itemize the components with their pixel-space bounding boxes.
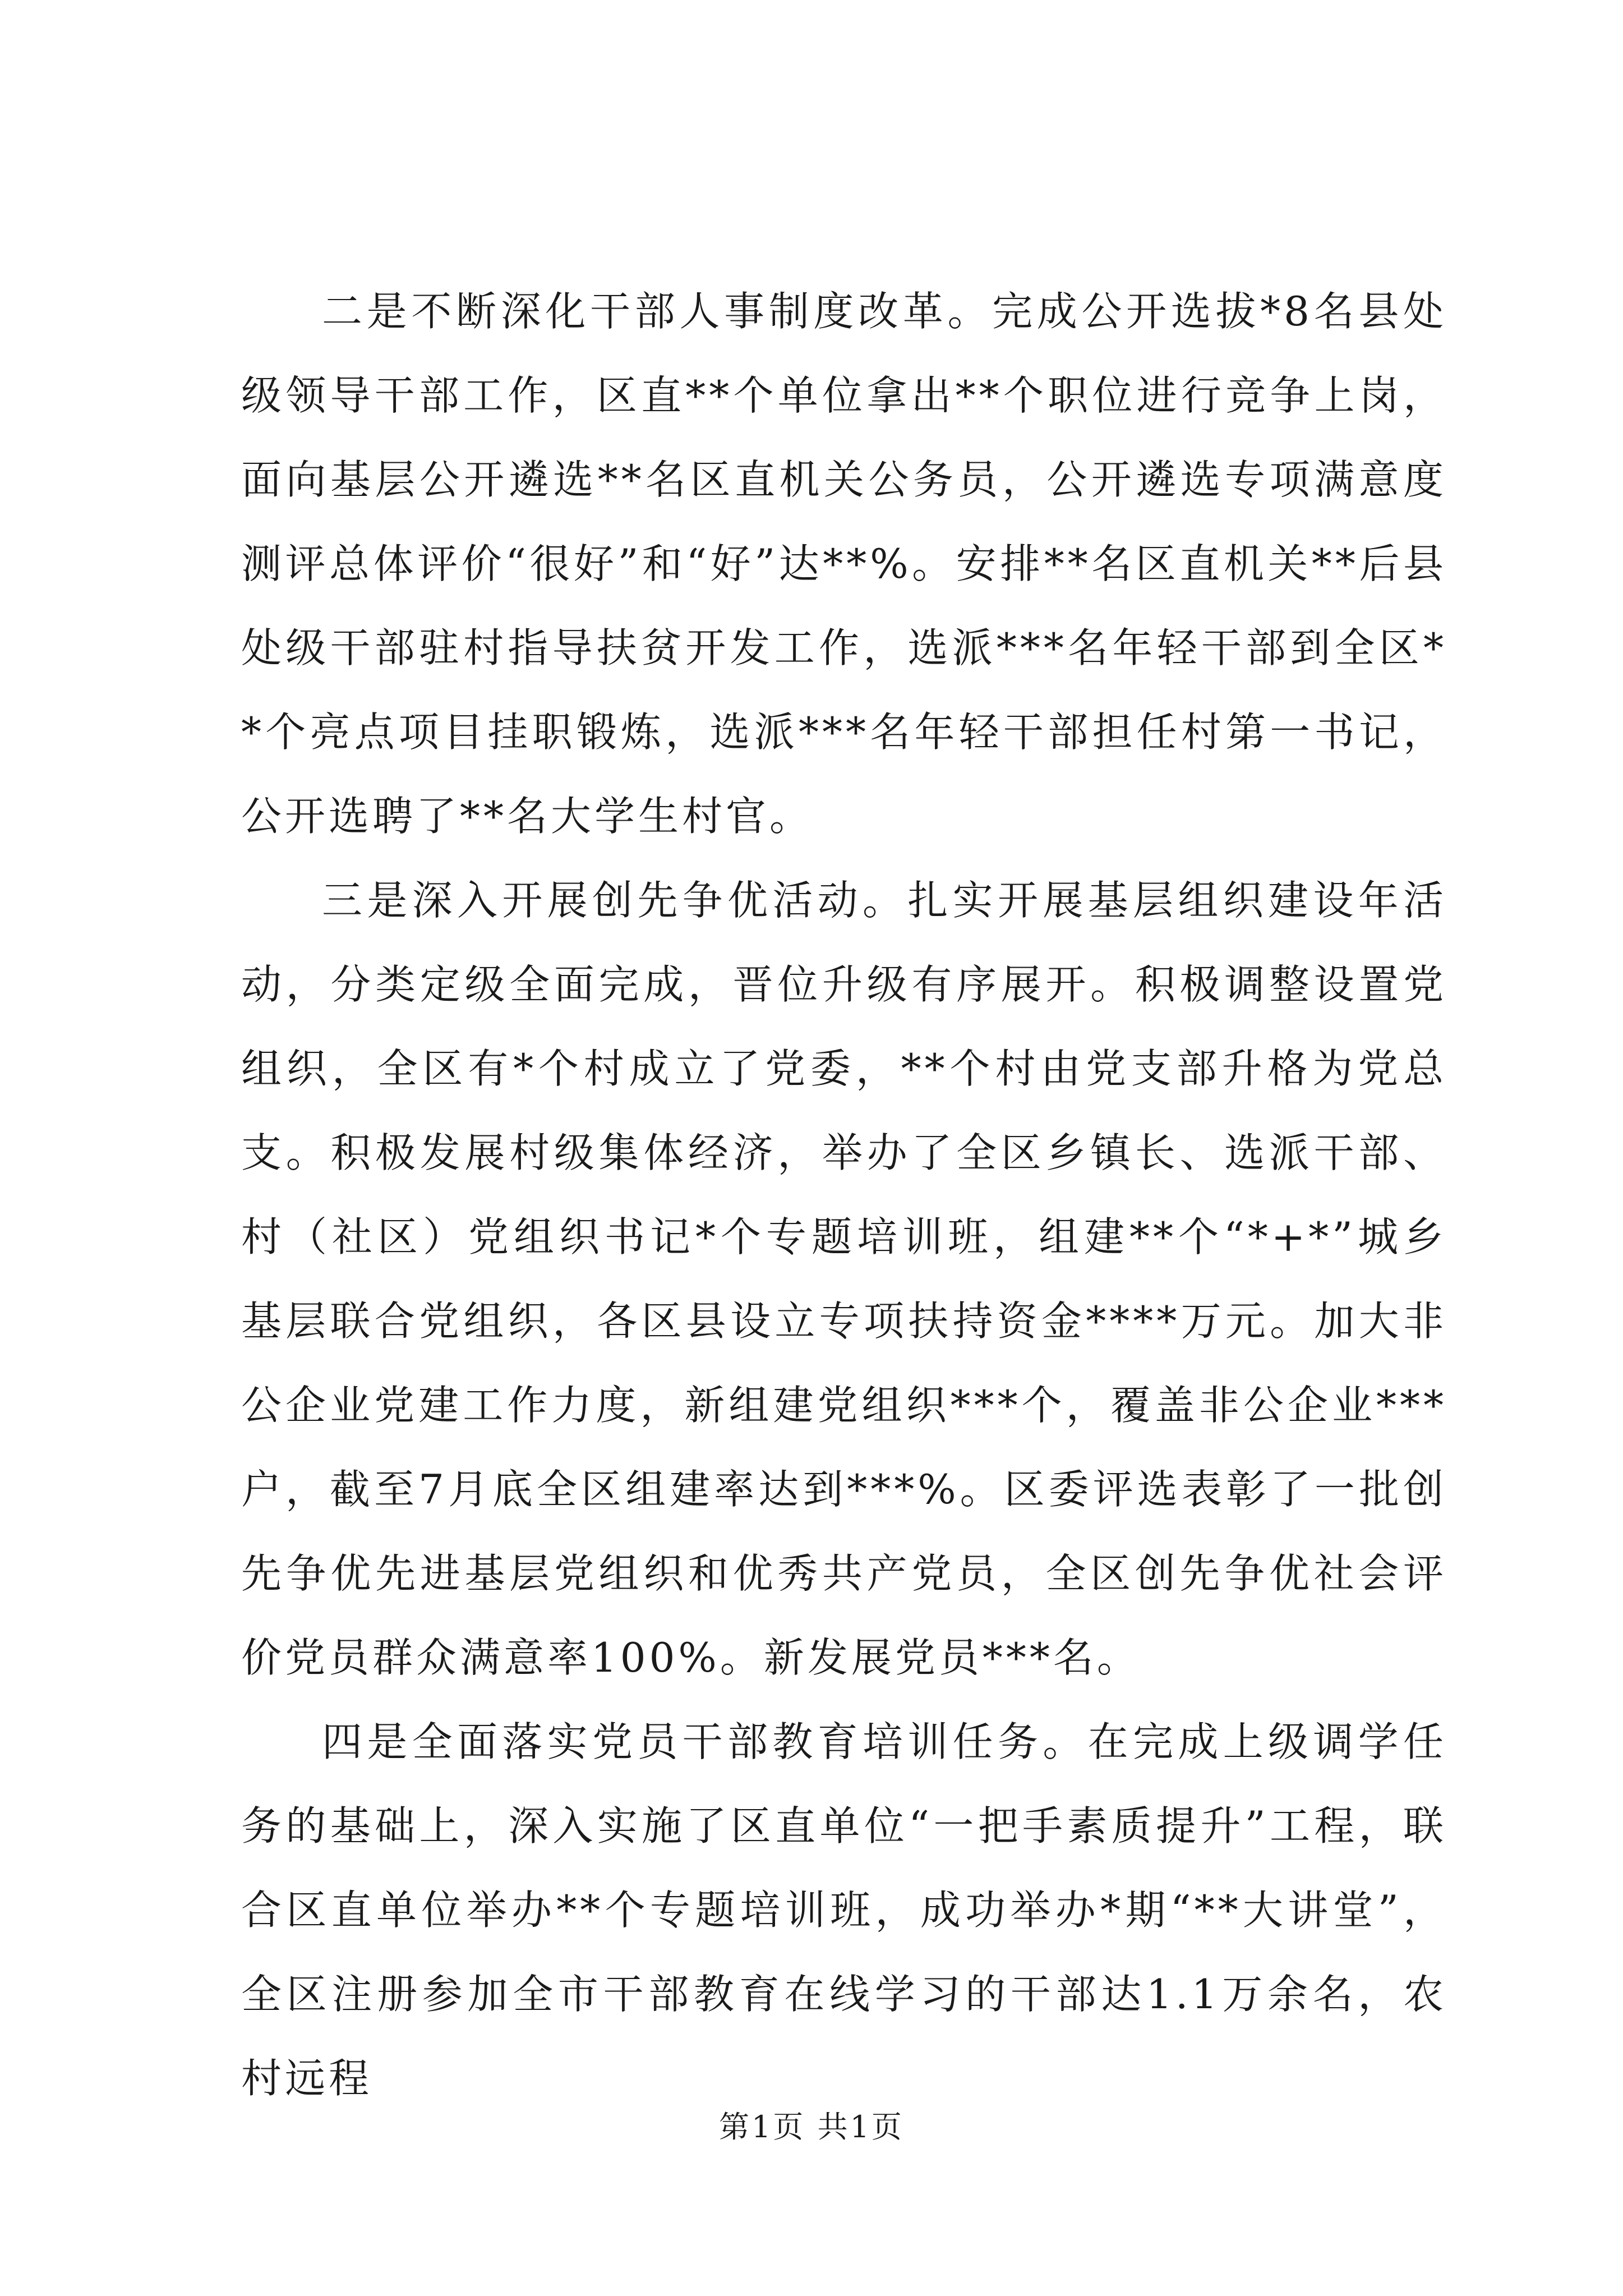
page-footer: 第1页 共1页	[719, 2109, 904, 2145]
document-body	[241, 269, 1447, 2120]
paragraph-2: 二是不断深化干部人事制度改革。完成公开选拔*8名县处级领导干部工作，区直**个单位拿出**个职位进行竞争上岗，面向基层公开遴选**名区直机关公务员，公开遴选专项满意度测评总体评价“很好”和“好”达**%。安排**名区直机关**后县处级干部驻村指导扶贫开发工作，选派***名年轻干部到全区**个亮点项目挂职锻炼，选派***名年轻干部担任村第一书记，公开选聘了**名大学生村官。	[241, 288, 1447, 840]
paragraph-3: 三是深入开展创先争优活动。扎实开展基层组织建设年活动，分类定级全面完成，晋位升级有序展开。积极调整设置党组织，全区有*个村成立了党委，**个村由党支部升格为党总支。积极发展村级集体经济，举办了全区乡镇长、选派干部、村（社区）党组织书记*个专题培训班，组建**个“*+*”城乡基层联合党组织，各区县设立专项扶持资金****万元。加大非公企业党建工作力度，新组建党组织***个，覆盖非公企业***户，截至7月底全区组建率达到***%。区委评选表彰了一批创先争优先进基层党组织和优秀共产党员，全区创先争优社会评价党员群众满意率100%。新发展党员***名。	[241, 877, 1447, 1681]
paragraph-4: 四是全面落实党员干部教育培训任务。在完成上级调学任务的基础上，深入实施了区直单位“一把手素质提升”工程，联合区直单位举办**个专题培训班，成功举办*期“**大讲堂”，全区注册参加全市干部教育在线学习的干部达1.1万余名，农村远程	[241, 1718, 1447, 2102]
